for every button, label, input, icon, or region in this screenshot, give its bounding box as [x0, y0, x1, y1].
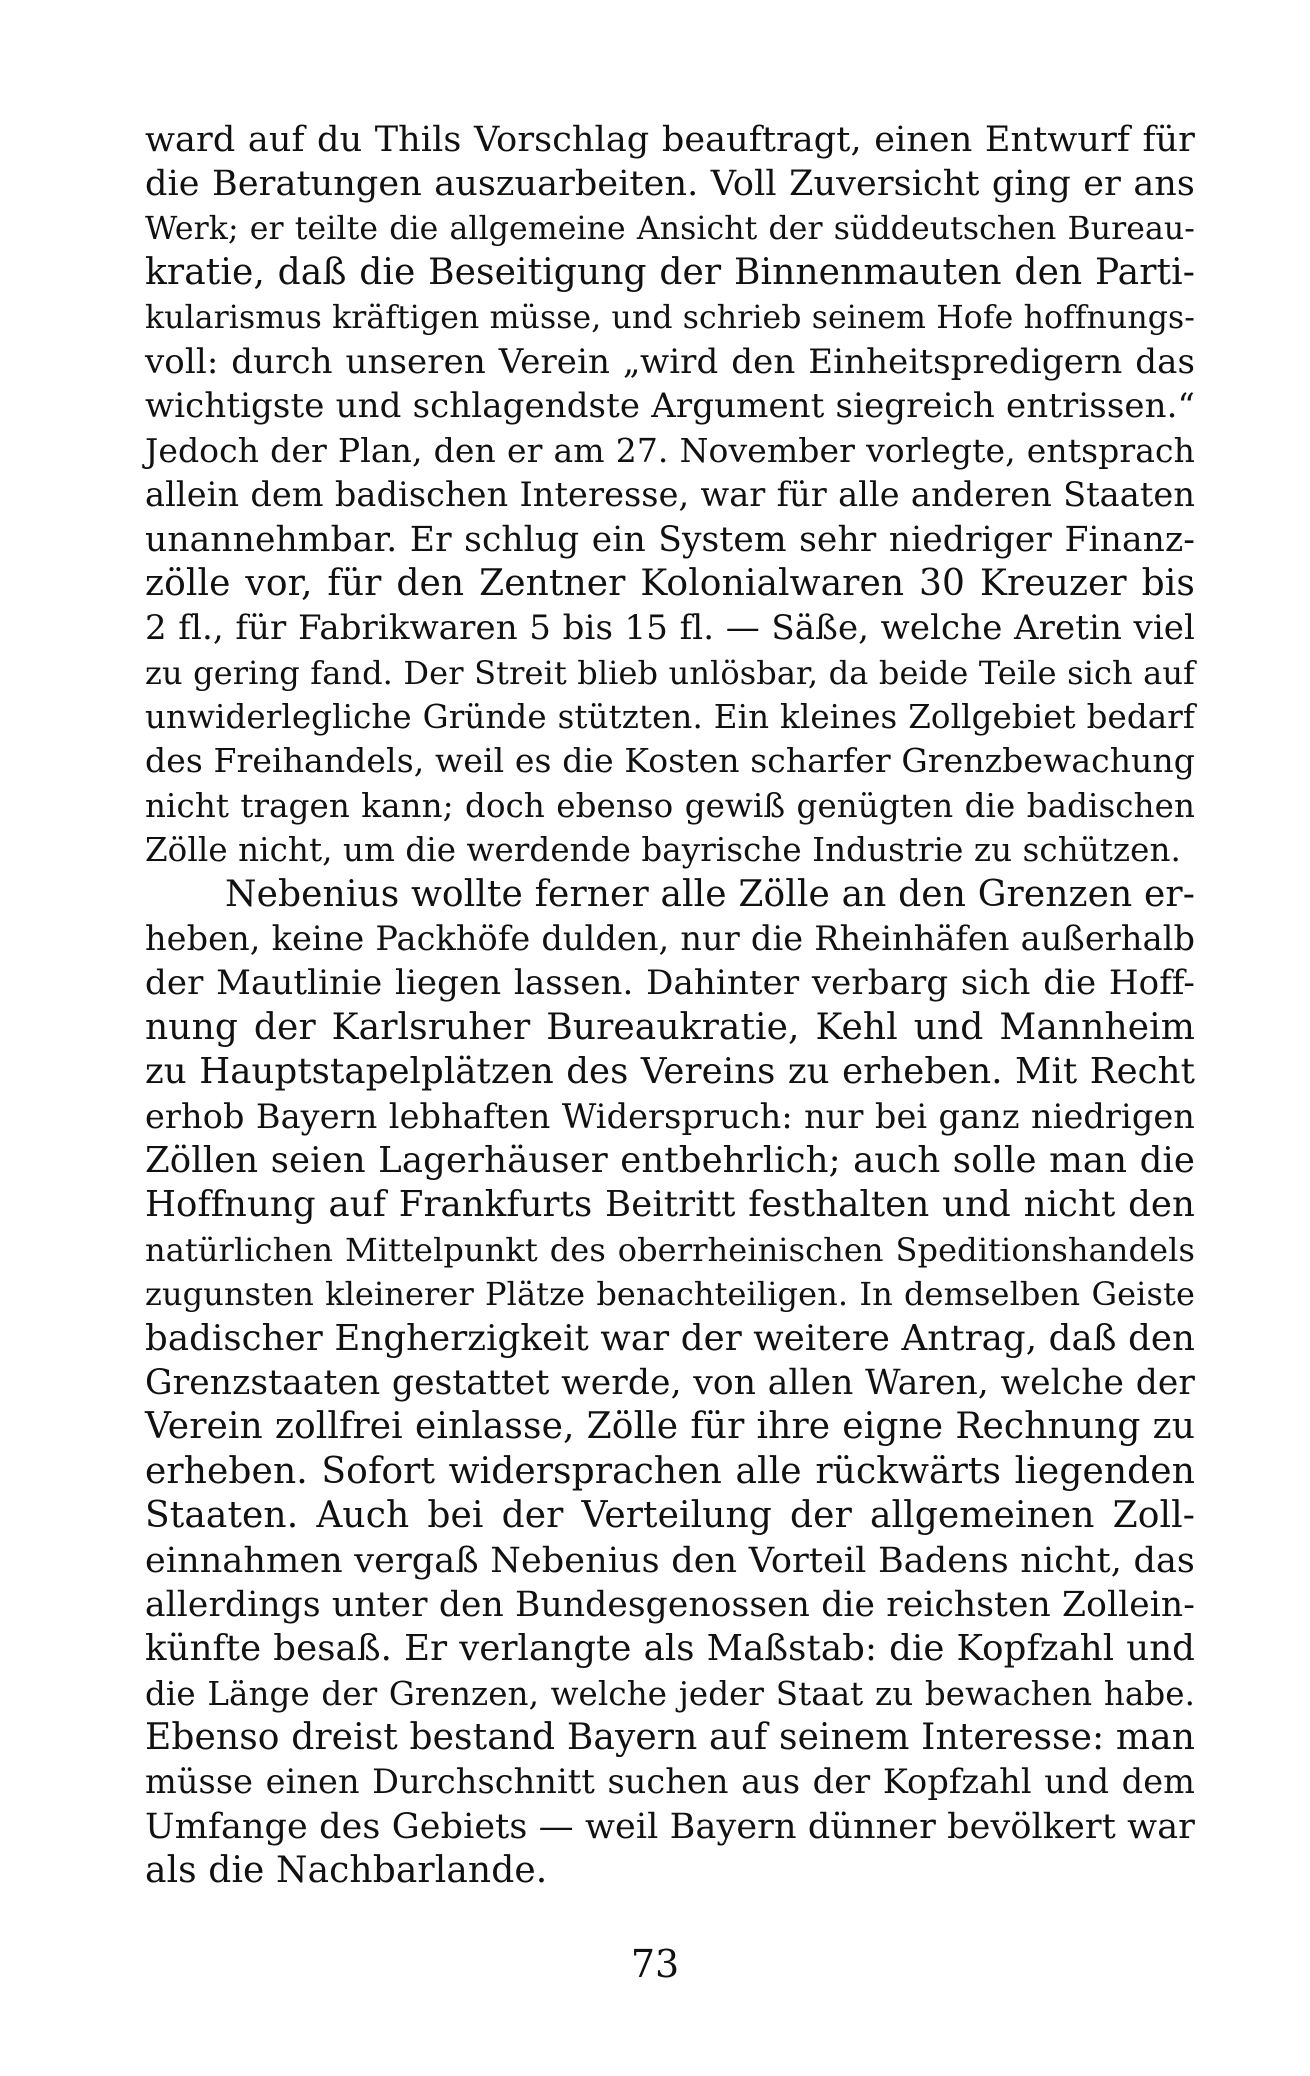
page-number: 73: [630, 1942, 680, 1986]
text-line: badischer Engherzigkeit war der weitere Antrag, daß den: [145, 1317, 1195, 1359]
paragraph-start-line: Nebenius wollte ferner alle Zölle an den Grenzen er-: [225, 873, 1195, 915]
text-line: als die Nachbarlande.: [145, 1850, 548, 1892]
text-line: die Beratungen auszuarbeiten. Voll Zuversicht ging er ans: [145, 164, 1195, 205]
text-line: nicht tragen kann; doch ebenso gewiß genügten die badischen: [145, 786, 1195, 825]
text-line: des Freihandels, weil es die Kosten scharfer Grenzbewachung: [145, 741, 1195, 781]
text-line: allerdings unter den Bundesgenossen die reichsten Zollein-: [145, 1584, 1195, 1625]
text-line: voll: durch unseren Verein „wird den Einheitspredigern das: [145, 341, 1195, 382]
text-line: Zöllen seien Lagerhäuser entbehrlich; auch solle man die: [145, 1139, 1195, 1181]
text-line: wichtigste und schlagendste Argument siegreich entrissen.“: [145, 386, 1195, 427]
text-line: zu gering fand. Der Streit blieb unlösbar, da beide Teile sich auf: [145, 653, 1195, 692]
text-line: einnahmen vergaß Nebenius den Vorteil Badens nicht, das: [145, 1540, 1195, 1581]
text-line: kratie, daß die Beseitigung der Binnenmauten den Parti-: [145, 252, 1195, 294]
text-line: Verein zollfrei einlasse, Zölle für ihre eigne Rechnung zu: [145, 1406, 1195, 1448]
text-line: Ebenso dreist bestand Bayern auf seinem Interesse: man: [145, 1717, 1195, 1759]
text-line: nung der Karlsruher Bureaukratie, Kehl und Mannheim: [145, 1006, 1195, 1048]
text-line: künfte besaß. Er verlangte als Maßstab: die Kopfzahl und: [145, 1628, 1195, 1670]
text-line: Werk; er teilte die allgemeine Ansicht der süddeutschen Bureau-: [145, 210, 1195, 247]
text-line: unwiderlegliche Gründe stützten. Ein kleines Zollgebiet bedarf: [145, 698, 1195, 737]
text-line: zugunsten kleinerer Plätze benachteiligen. In demselben Geiste: [145, 1275, 1195, 1314]
body-text: [145, 118, 1195, 1894]
text-line: erheben. Sofort widersprachen alle rückwärts liegenden: [145, 1450, 1195, 1492]
text-line: der Mautlinie liegen lassen. Dahinter verbarg sich die Hoff-: [145, 963, 1195, 1004]
text-line: ward auf du Thils Vorschlag beauftragt, einen Entwurf für: [145, 120, 1195, 160]
text-line: unannehmbar. Er schlug ein System sehr niedriger Finanz-: [145, 519, 1195, 560]
text-line: Umfange des Gebiets — weil Bayern dünner bevölkert war: [145, 1806, 1195, 1847]
text-line: Jedoch der Plan, den er am 27. November vorlegte, entsprach: [145, 430, 1195, 470]
text-line: zu Hauptstapelplätzen des Vereins zu erheben. Mit Recht: [145, 1051, 1195, 1093]
text-line: natürlichen Mittelpunkt des oberrheinischen Speditionshandels: [145, 1230, 1195, 1269]
text-line: 2 fl., für Fabrikwaren 5 bis 15 fl. — Säße, welche Aretin viel: [145, 608, 1195, 649]
text-line: allein dem badischen Interesse, war für alle anderen Staaten: [145, 475, 1195, 515]
text-line: Hoffnung auf Frankfurts Beitritt festhalten und nicht den: [145, 1184, 1195, 1226]
text-line: erhob Bayern lebhaften Widerspruch: nur bei ganz niedrigen: [145, 1096, 1195, 1136]
text-line: Zölle nicht, um die werdende bayrische Industrie zu schützen.: [145, 831, 1181, 870]
text-line: die Länge der Grenzen, welche jeder Staat zu bewachen habe.: [145, 1674, 1195, 1713]
text-line: kularismus kräftigen müsse, und schrieb seinem Hofe hoffnungs-: [145, 299, 1195, 336]
text-line: heben, keine Packhöfe dulden, nur die Rheinhäfen außerhalb: [145, 919, 1195, 959]
text-line: zölle vor, für den Zentner Kolonialwaren 30 Kreuzer bis: [145, 562, 1195, 604]
text-line: müsse einen Durchschnitt suchen aus der Kopfzahl und dem: [145, 1762, 1195, 1802]
text-line: Staaten. Auch bei der Verteilung der allgemeinen Zoll-: [145, 1495, 1195, 1537]
text-line: Grenzstaaten gestattet werde, von allen Waren, welche der: [145, 1362, 1195, 1403]
